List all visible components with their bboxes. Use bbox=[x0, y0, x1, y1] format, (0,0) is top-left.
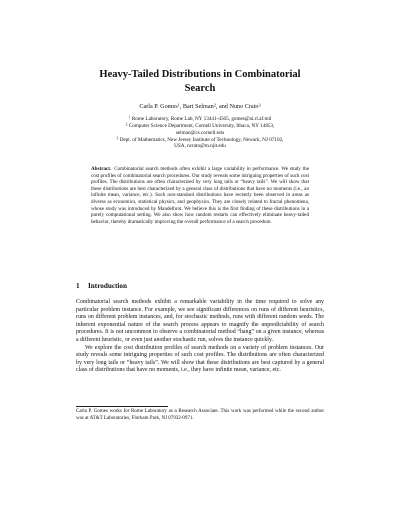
affiliation-mark: 3 bbox=[116, 136, 119, 141]
affiliation-mark: 2 bbox=[125, 122, 128, 127]
paragraph: Combinatorial search methods exhibit a remarkable variability in the time required to solve any particular problem instance. For example, we see significant differences on runs of different heuristics, runs on different problem instances, and, for stochastic methods, runs with different random seeds. The inherent exponential nature of the search process appears to magnify the unpredictability of search procedures. It is not uncommon to observe a combinatorial method “hang” on a given instance, whereas a different heuristic, or even just another stochastic run, solves the instance quickly. bbox=[76, 299, 324, 343]
affiliation bbox=[70, 116, 330, 123]
affiliation-line: selman@cs.cornell.edu bbox=[175, 129, 225, 136]
author-separator: , and bbox=[215, 103, 230, 110]
section-title: Introduction bbox=[88, 282, 128, 290]
section-number: 1 bbox=[76, 282, 80, 290]
author-list bbox=[60, 103, 340, 111]
affiliation-list bbox=[70, 116, 330, 150]
title-line-2: Search bbox=[184, 83, 216, 94]
abstract-label: Abstract. bbox=[91, 166, 112, 172]
affiliation-line: USA, ncrato@m.njit.edu bbox=[174, 143, 226, 150]
author-name: Bart Selman bbox=[182, 103, 214, 110]
footnote-rule bbox=[76, 406, 168, 407]
body-text bbox=[76, 299, 324, 375]
author-mark: 2 bbox=[213, 102, 216, 108]
abstract-text: Combinatorial search methods often exhibit a large variability in performance. We study the cost profiles of combinatorial search procedures. Our study reveals some intriguing properties of such cost profiles. The distributions are often characterized by very long tails or “heavy tails”. We will show that these distributions are best characterized by a general class of distributions that have no moments (i.e., an infinite mean, variance, etc.). Such non-standard distributions have recently been observed in areas as diverse as economics, statistical physics, and geophysics. They are closely related to fractal phenomena, whose study was introduced by Mandelbrot. We believe this is the first finding of these distributions in a purely computational setting. We also show how random restarts can effectively eliminate heavy-tailed behavior, thereby dramatically improving the overall performance of a search procedure. bbox=[91, 166, 309, 225]
author-name: Carla P. Gomes bbox=[139, 103, 178, 110]
footnote: Carla P. Gomes works for Rome Laboratory as a Research Associate. This work was performed while the second author was at AT&T Laboratories, Florham Park, NJ 07932-0971. bbox=[76, 409, 324, 421]
author-separator: , bbox=[179, 103, 183, 110]
affiliation-line: Computer Science Department, Cornell University, Ithaca, NY 14853, bbox=[128, 123, 275, 130]
affiliation bbox=[70, 137, 330, 150]
abstract bbox=[91, 166, 309, 225]
author-mark: 1 bbox=[177, 102, 180, 108]
affiliation-line: Dept. of Mathematics, New Jersey Institute of Technology, Newark, NJ 07102, bbox=[119, 136, 284, 143]
title-line-1: Heavy-Tailed Distributions in Combinatorial bbox=[99, 69, 301, 80]
section-heading bbox=[76, 282, 324, 291]
affiliation bbox=[70, 123, 330, 136]
affiliation-mark: 1 bbox=[128, 115, 131, 120]
paragraph: We explore the cost distribution profiles of search methods on a variety of problem instances. Our study reveals some intriguing properties of such cost profiles. The distributions are often characterized by very long tails or “heavy tails”. We will show that these distributions are best captured by a general class of distributions that have no moments, i.e., they have infinite mean, variance, etc. bbox=[76, 344, 324, 374]
paper-title bbox=[60, 68, 340, 96]
author-mark: 3 bbox=[258, 102, 261, 108]
affiliation-line: Rome Laboratory, Rome Lab, NY 13441-4505, gomes@ai.rl.af.mil bbox=[131, 116, 272, 122]
author-name: Nuno Crato bbox=[229, 103, 259, 110]
